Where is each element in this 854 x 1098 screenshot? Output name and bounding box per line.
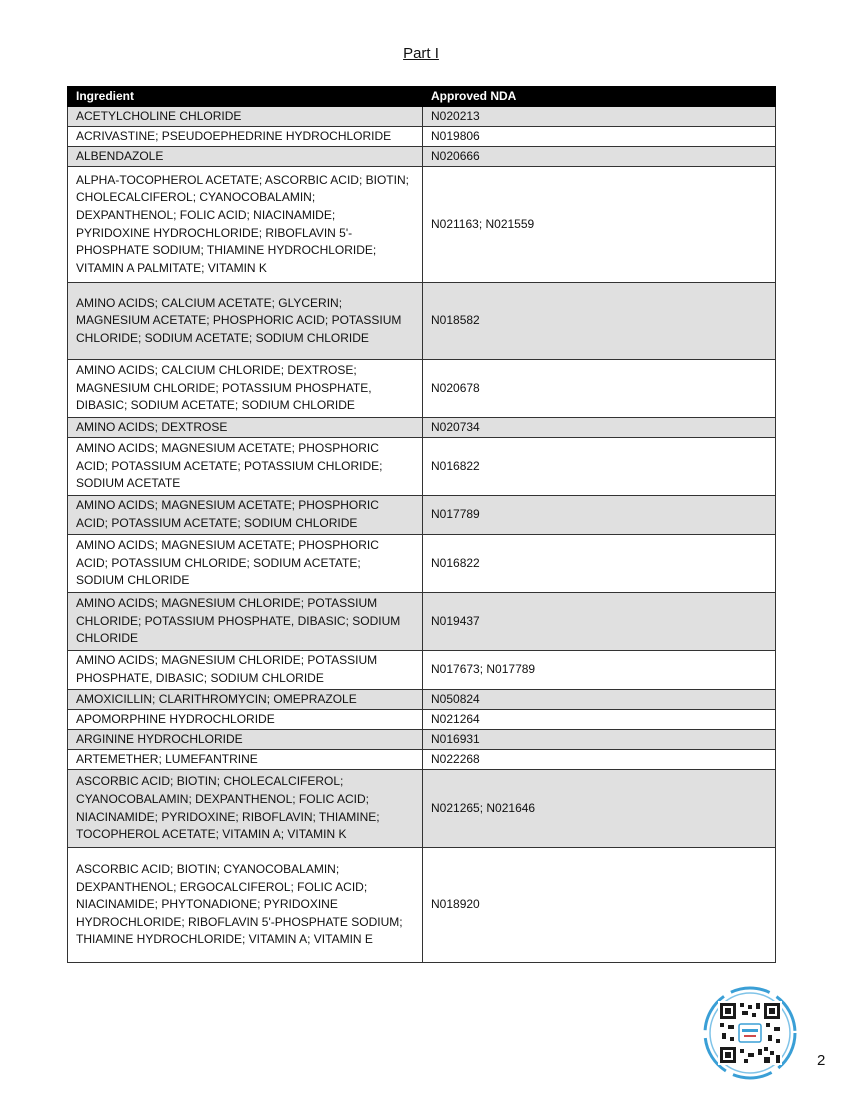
table-row bbox=[68, 730, 776, 750]
table-row bbox=[68, 360, 776, 418]
nda-cell: N020678 bbox=[423, 360, 776, 418]
nda-cell: N020666 bbox=[423, 147, 776, 167]
ingredient-nda-table bbox=[67, 86, 776, 963]
ingredient-cell: AMINO ACIDS; MAGNESIUM CHLORIDE; POTASSIUM CHLORIDE; POTASSIUM PHOSPHATE, DIBASIC; SODIUM CHLORIDE bbox=[68, 593, 423, 651]
ingredient-cell: AMINO ACIDS; MAGNESIUM ACETATE; PHOSPHORIC ACID; POTASSIUM CHLORIDE; SODIUM ACETATE; SODIUM CHLORIDE bbox=[68, 535, 423, 593]
nda-cell: N050824 bbox=[423, 690, 776, 710]
qr-code-badge bbox=[703, 986, 797, 1080]
table-row bbox=[68, 710, 776, 730]
ingredient-cell: ACRIVASTINE; PSEUDOEPHEDRINE HYDROCHLORIDE bbox=[68, 127, 423, 147]
ingredient-cell: ARTEMETHER; LUMEFANTRINE bbox=[68, 750, 423, 770]
table-row bbox=[68, 593, 776, 651]
nda-cell: N017673; N017789 bbox=[423, 651, 776, 690]
table-row bbox=[68, 750, 776, 770]
nda-cell: N022268 bbox=[423, 750, 776, 770]
nda-cell: N018920 bbox=[423, 848, 776, 963]
column-header-approved-nda: Approved NDA bbox=[423, 87, 776, 107]
nda-cell: N017789 bbox=[423, 496, 776, 535]
column-header-ingredient: Ingredient bbox=[68, 87, 423, 107]
page-number: 2 bbox=[817, 1052, 826, 1069]
ingredient-cell: AMINO ACIDS; CALCIUM CHLORIDE; DEXTROSE; MAGNESIUM CHLORIDE; POTASSIUM PHOSPHATE, DIBASIC; SODIUM ACETATE; SODIUM CHLORIDE bbox=[68, 360, 423, 418]
ingredient-cell: ARGININE HYDROCHLORIDE bbox=[68, 730, 423, 750]
table-row bbox=[68, 127, 776, 147]
ingredient-cell: ALBENDAZOLE bbox=[68, 147, 423, 167]
table-row bbox=[68, 283, 776, 360]
table-row bbox=[68, 848, 776, 963]
ingredient-cell: AMINO ACIDS; MAGNESIUM ACETATE; PHOSPHORIC ACID; POTASSIUM ACETATE; POTASSIUM CHLORIDE; SODIUM ACETATE bbox=[68, 438, 423, 496]
ingredient-cell: AMINO ACIDS; MAGNESIUM ACETATE; PHOSPHORIC ACID; POTASSIUM ACETATE; SODIUM CHLORIDE bbox=[68, 496, 423, 535]
table-row bbox=[68, 535, 776, 593]
nda-cell: N021265; N021646 bbox=[423, 770, 776, 848]
ingredient-cell: AMINO ACIDS; DEXTROSE bbox=[68, 418, 423, 438]
ingredient-cell: ALPHA-TOCOPHEROL ACETATE; ASCORBIC ACID; BIOTIN; CHOLECALCIFEROL; CYANOCOBALAMIN; DEXPANTHENOL; FOLIC ACID; NIACINAMIDE; PYRIDOXINE HYDROCHLORIDE; RIBOFLAVIN 5'- PHOSPHATE SODIUM; THIAMINE HYDROCHLORIDE; VITAMIN A PALMITATE; VITAMIN K bbox=[68, 167, 423, 283]
nda-cell: N019806 bbox=[423, 127, 776, 147]
nda-cell: N016931 bbox=[423, 730, 776, 750]
nda-cell: N019437 bbox=[423, 593, 776, 651]
table-row bbox=[68, 651, 776, 690]
table-row bbox=[68, 107, 776, 127]
ingredient-cell: AMOXICILLIN; CLARITHROMYCIN; OMEPRAZOLE bbox=[68, 690, 423, 710]
table-row bbox=[68, 690, 776, 710]
ingredient-cell: ASCORBIC ACID; BIOTIN; CHOLECALCIFEROL; CYANOCOBALAMIN; DEXPANTHENOL; FOLIC ACID; NIACINAMIDE; PYRIDOXINE; RIBOFLAVIN; THIAMINE; TOCOPHEROL ACETATE; VITAMIN A; VITAMIN K bbox=[68, 770, 423, 848]
nda-cell: N020734 bbox=[423, 418, 776, 438]
ingredient-cell: AMINO ACIDS; CALCIUM ACETATE; GLYCERIN; MAGNESIUM ACETATE; PHOSPHORIC ACID; POTASSIUM CHLORIDE; SODIUM ACETATE; SODIUM CHLORIDE bbox=[68, 283, 423, 360]
table-row bbox=[68, 770, 776, 848]
nda-cell: N021264 bbox=[423, 710, 776, 730]
table-row bbox=[68, 147, 776, 167]
nda-cell: N020213 bbox=[423, 107, 776, 127]
table-row bbox=[68, 438, 776, 496]
ingredient-cell: ACETYLCHOLINE CHLORIDE bbox=[68, 107, 423, 127]
nda-cell: N018582 bbox=[423, 283, 776, 360]
table-row bbox=[68, 418, 776, 438]
table-row bbox=[68, 496, 776, 535]
ingredient-cell: ASCORBIC ACID; BIOTIN; CYANOCOBALAMIN; DEXPANTHENOL; ERGOCALCIFEROL; FOLIC ACID; NIACINAMIDE; PHYTONADIONE; PYRIDOXINE HYDROCHLORIDE; RIBOFLAVIN 5'-PHOSPHATE SODIUM; THIAMINE HYDROCHLORIDE; VITAMIN A; VITAMIN E bbox=[68, 848, 423, 963]
ingredient-cell: APOMORPHINE HYDROCHLORIDE bbox=[68, 710, 423, 730]
table-header-row bbox=[68, 87, 776, 107]
nda-cell: N016822 bbox=[423, 438, 776, 496]
qr-code-icon bbox=[703, 986, 797, 1080]
nda-cell: N016822 bbox=[423, 535, 776, 593]
ingredient-cell: AMINO ACIDS; MAGNESIUM CHLORIDE; POTASSIUM PHOSPHATE, DIBASIC; SODIUM CHLORIDE bbox=[68, 651, 423, 690]
nda-cell: N021163; N021559 bbox=[423, 167, 776, 283]
table-row bbox=[68, 167, 776, 283]
page-title: Part I bbox=[403, 45, 439, 62]
